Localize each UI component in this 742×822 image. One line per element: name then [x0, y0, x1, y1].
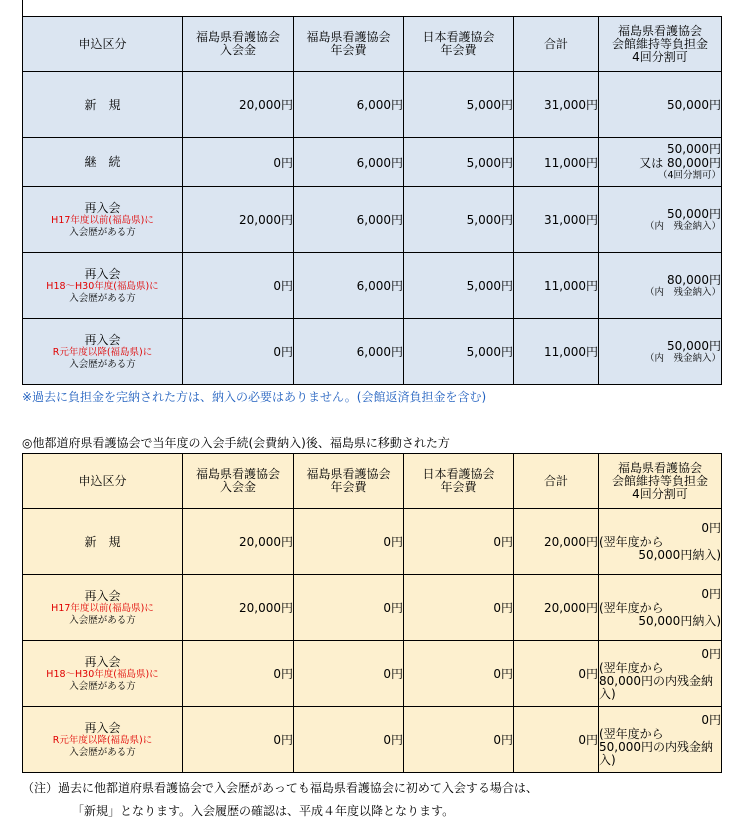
header-pref-annual-fee: 福島県看護協会 年会費 [294, 454, 404, 509]
category-cell: 再入会 H17年度以前(福島県)に 入会歴がある方 [23, 575, 183, 641]
header-category: 申込区分 [23, 17, 183, 72]
header-total: 合計 [514, 17, 599, 72]
japan-annual-fee-cell: 5,000円 [404, 319, 514, 385]
japan-annual-fee-cell: 5,000円 [404, 72, 514, 138]
category-cell: 再入会 R元年度以降(福島県)に 入会歴がある方 [23, 319, 183, 385]
category-cell: 再入会 H18～H30年度(福島県)に 入会歴がある方 [23, 641, 183, 707]
total-cell: 11,000円 [514, 253, 599, 319]
pref-entry-fee-cell: 0円 [183, 707, 294, 773]
japan-annual-fee-cell: 0円 [404, 707, 514, 773]
table-row [23, 319, 722, 385]
total-cell: 20,000円 [514, 509, 599, 575]
table-row [23, 72, 722, 138]
pref-entry-fee-cell: 0円 [183, 319, 294, 385]
category-cell: 再入会 H18～H30年度(福島県)に 入会歴がある方 [23, 253, 183, 319]
fund-paid-note: ※過去に負担金を完納された方は、納入の必要はありません。(会館返済負担金を含む) [22, 390, 487, 404]
header-total: 合計 [514, 454, 599, 509]
pref-annual-fee-cell: 6,000円 [294, 319, 404, 385]
total-cell: 31,000円 [514, 72, 599, 138]
fee-table-main [22, 16, 722, 385]
category-cell: 再入会 H17年度以前(福島県)に 入会歴がある方 [23, 187, 183, 253]
total-cell: 0円 [514, 707, 599, 773]
building-fund-cell: 80,000円 （内 残金納入） [599, 253, 722, 319]
footnote-line-2: 「新規」となります。入会履歴の確認は、平成４年度以降となります。 [72, 804, 455, 818]
building-fund-cell: 50,000円 （内 残金納入） [599, 319, 722, 385]
category-cell: 継 続 [23, 138, 183, 187]
pref-entry-fee-cell: 0円 [183, 641, 294, 707]
header-category: 申込区分 [23, 454, 183, 509]
table-row [23, 138, 722, 187]
japan-annual-fee-cell: 5,000円 [404, 138, 514, 187]
pref-annual-fee-cell: 6,000円 [294, 72, 404, 138]
header-row [23, 17, 722, 72]
category-cell: 再入会 R元年度以降(福島県)に 入会歴がある方 [23, 707, 183, 773]
building-fund-cell: 50,000円 又は 80,000円 （4回分割可） [599, 138, 722, 187]
header-building-fund: 福島県看護協会 会館維持等負担金 4回分割可 [599, 17, 722, 72]
building-fund-cell: 50,000円 [599, 72, 722, 138]
table-row [23, 707, 722, 773]
building-fund-cell: 0円 (翌年度から 50,000円の内残金納入) [599, 707, 722, 773]
table-row [23, 641, 722, 707]
header-building-fund: 福島県看護協会 会館維持等負担金 4回分割可 [599, 454, 722, 509]
header-row [23, 454, 722, 509]
category-cell: 新 規 [23, 509, 183, 575]
pref-annual-fee-cell: 0円 [294, 575, 404, 641]
pref-annual-fee-cell: 6,000円 [294, 138, 404, 187]
japan-annual-fee-cell: 5,000円 [404, 187, 514, 253]
pref-entry-fee-cell: 20,000円 [183, 72, 294, 138]
margin-line [22, 0, 23, 16]
total-cell: 0円 [514, 641, 599, 707]
building-fund-cell: 0円 (翌年度から 50,000円納入) [599, 575, 722, 641]
transfer-section-heading: ◎他都道府県看護協会で当年度の入会手続(会費納入)後、福島県に移動された方 [22, 436, 450, 450]
pref-entry-fee-cell: 0円 [183, 253, 294, 319]
header-pref-annual-fee: 福島県看護協会 年会費 [294, 17, 404, 72]
total-cell: 11,000円 [514, 138, 599, 187]
total-cell: 20,000円 [514, 575, 599, 641]
pref-annual-fee-cell: 0円 [294, 707, 404, 773]
pref-annual-fee-cell: 6,000円 [294, 253, 404, 319]
japan-annual-fee-cell: 5,000円 [404, 253, 514, 319]
building-fund-cell: 0円 (翌年度から 50,000円納入) [599, 509, 722, 575]
pref-entry-fee-cell: 0円 [183, 138, 294, 187]
table-row [23, 253, 722, 319]
pref-annual-fee-cell: 0円 [294, 641, 404, 707]
pref-entry-fee-cell: 20,000円 [183, 187, 294, 253]
header-pref-entry-fee: 福島県看護協会 入会金 [183, 17, 294, 72]
pref-annual-fee-cell: 6,000円 [294, 187, 404, 253]
japan-annual-fee-cell: 0円 [404, 509, 514, 575]
header-japan-annual-fee: 日本看護協会 年会費 [404, 454, 514, 509]
building-fund-cell: 50,000円 （内 残金納入） [599, 187, 722, 253]
header-pref-entry-fee: 福島県看護協会 入会金 [183, 454, 294, 509]
header-japan-annual-fee: 日本看護協会 年会費 [404, 17, 514, 72]
category-cell: 新 規 [23, 72, 183, 138]
table-row [23, 187, 722, 253]
footnote-line-1: （注）過去に他都道府県看護協会で入会歴があっても福島県看護協会に初めて入会する場合は、 [22, 781, 538, 795]
table-row [23, 575, 722, 641]
japan-annual-fee-cell: 0円 [404, 575, 514, 641]
table-row [23, 509, 722, 575]
pref-entry-fee-cell: 20,000円 [183, 509, 294, 575]
fee-table-transfer [22, 453, 722, 773]
japan-annual-fee-cell: 0円 [404, 641, 514, 707]
total-cell: 11,000円 [514, 319, 599, 385]
pref-entry-fee-cell: 20,000円 [183, 575, 294, 641]
pref-annual-fee-cell: 0円 [294, 509, 404, 575]
building-fund-cell: 0円 (翌年度から 80,000円の内残金納入) [599, 641, 722, 707]
total-cell: 31,000円 [514, 187, 599, 253]
